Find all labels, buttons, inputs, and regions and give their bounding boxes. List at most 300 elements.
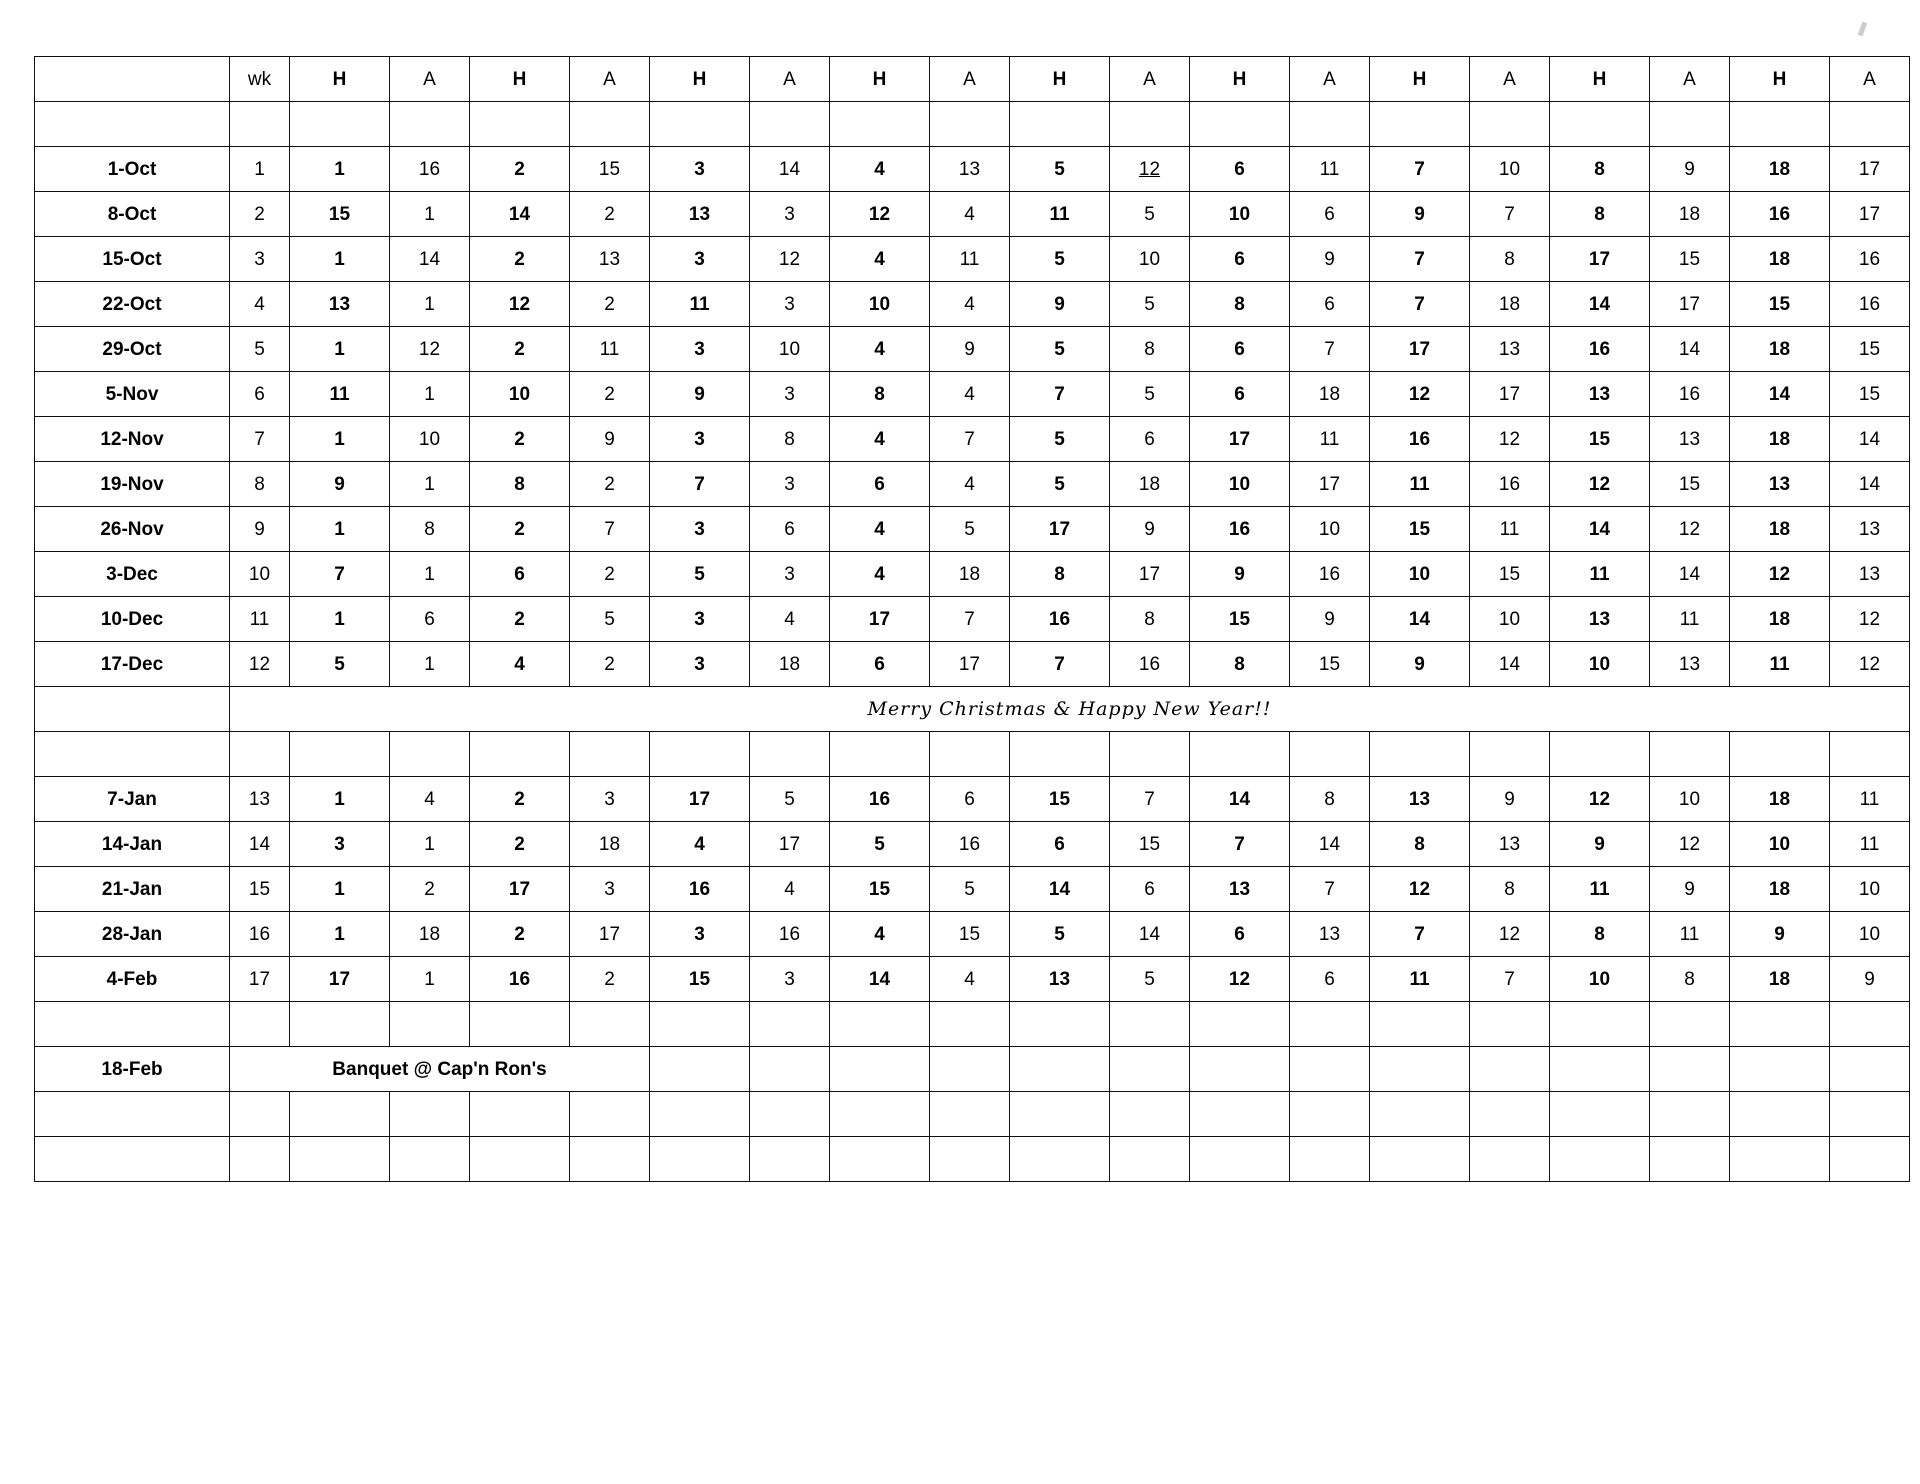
row-week: 15: [230, 867, 290, 912]
empty-cell: [1110, 1002, 1190, 1047]
home-team-cell: 10: [1190, 192, 1290, 237]
table-row: [35, 957, 1910, 1002]
home-team-cell: 17: [830, 597, 930, 642]
away-team-cell: 8: [1470, 867, 1550, 912]
empty-cell: [390, 1137, 470, 1182]
home-team-cell: 9: [290, 462, 390, 507]
row-date: 19-Nov: [35, 462, 230, 507]
header-away-cell-1: A: [390, 57, 470, 102]
home-team-cell: 16: [1550, 327, 1650, 372]
empty-cell: [1550, 1092, 1650, 1137]
away-team-cell: 16: [750, 912, 830, 957]
empty-cell: [830, 1047, 930, 1092]
home-team-cell: 1: [290, 237, 390, 282]
empty-cell: [650, 1002, 750, 1047]
away-team-cell: 7: [1470, 192, 1550, 237]
home-team-cell: 3: [650, 507, 750, 552]
away-team-cell: 6: [1290, 282, 1370, 327]
empty-cell: [470, 732, 570, 777]
home-team-cell: 12: [1370, 372, 1470, 417]
header-away-cell-7: A: [1470, 57, 1550, 102]
home-team-cell: 6: [1190, 147, 1290, 192]
empty-cell: [1650, 102, 1730, 147]
away-team-cell: 9: [570, 417, 650, 462]
home-team-cell: 5: [1010, 237, 1110, 282]
header-away-cell-2: A: [570, 57, 650, 102]
away-team-cell: 7: [1110, 777, 1190, 822]
home-team-cell: 6: [830, 462, 930, 507]
header-home-cell-3: H: [650, 57, 750, 102]
row-week: 12: [230, 642, 290, 687]
home-team-cell: 2: [470, 147, 570, 192]
empty-cell: [1470, 102, 1550, 147]
home-team-cell: 5: [290, 642, 390, 687]
away-team-cell: 1: [390, 192, 470, 237]
away-team-cell: 15: [1650, 462, 1730, 507]
away-team-cell: 12: [1830, 597, 1910, 642]
christmas-message: Merry Christmas & Happy New Year!!: [230, 687, 1910, 732]
away-team-cell: 13: [930, 147, 1010, 192]
empty-cell: [750, 1002, 830, 1047]
header-away-cell-6: A: [1290, 57, 1370, 102]
away-team-cell: 17: [1830, 147, 1910, 192]
empty-cell: [1290, 732, 1370, 777]
empty-cell: [470, 1092, 570, 1137]
home-team-cell: 9: [1190, 552, 1290, 597]
empty-cell: [1290, 1137, 1370, 1182]
home-team-cell: 1: [290, 777, 390, 822]
home-team-cell: 3: [650, 327, 750, 372]
home-team-cell: 6: [1190, 237, 1290, 282]
empty-cell: [750, 102, 830, 147]
away-team-cell: 5: [1110, 372, 1190, 417]
home-team-cell: 9: [1550, 822, 1650, 867]
home-team-cell: 13: [1550, 372, 1650, 417]
table-row: [35, 327, 1910, 372]
home-team-cell: 1: [290, 867, 390, 912]
home-team-cell: 12: [1550, 777, 1650, 822]
home-team-cell: 13: [1730, 462, 1830, 507]
away-team-cell: 14: [1830, 417, 1910, 462]
away-team-cell: 10: [1470, 147, 1550, 192]
header-home-cell-7: H: [1370, 57, 1470, 102]
empty-cell: [1830, 1047, 1910, 1092]
away-team-cell: 3: [750, 282, 830, 327]
home-team-cell: 5: [1010, 327, 1110, 372]
row-date: 21-Jan: [35, 867, 230, 912]
away-team-cell: 4: [930, 192, 1010, 237]
empty-cell: [1290, 1002, 1370, 1047]
empty-cell: [1650, 1137, 1730, 1182]
table-row: [35, 507, 1910, 552]
row-date: 8-Oct: [35, 192, 230, 237]
empty-cell: [1010, 1002, 1110, 1047]
empty-cell: [650, 102, 750, 147]
empty-cell: [830, 732, 930, 777]
home-team-cell: 2: [470, 822, 570, 867]
header-away-cell-5: A: [1110, 57, 1190, 102]
empty-cell: [290, 1137, 390, 1182]
header-date-cell: [35, 57, 230, 102]
away-team-cell: 2: [570, 552, 650, 597]
schedule-table: [34, 56, 1910, 1182]
empty-cell: [1010, 732, 1110, 777]
home-team-cell: 11: [1010, 192, 1110, 237]
home-team-cell: 4: [830, 327, 930, 372]
away-team-cell: 2: [570, 372, 650, 417]
home-team-cell: 5: [650, 552, 750, 597]
away-team-cell: 1: [390, 822, 470, 867]
empty-cell: [1470, 1047, 1550, 1092]
away-team-cell: 2: [570, 957, 650, 1002]
home-team-cell: 9: [1370, 192, 1470, 237]
away-team-cell: 18: [750, 642, 830, 687]
header-home-cell-5: H: [1010, 57, 1110, 102]
away-team-cell: 11: [1290, 417, 1370, 462]
empty-cell: [750, 1092, 830, 1137]
empty-cell: [390, 102, 470, 147]
home-team-cell: 2: [470, 777, 570, 822]
away-team-cell: 1: [390, 462, 470, 507]
empty-cell: [1190, 1047, 1290, 1092]
row-week: 7: [230, 417, 290, 462]
away-team-cell: 17: [1650, 282, 1730, 327]
away-team-cell: 13: [1470, 327, 1550, 372]
away-team-cell: 3: [750, 552, 830, 597]
home-team-cell: 9: [1730, 912, 1830, 957]
away-team-cell: 2: [570, 642, 650, 687]
away-team-cell: 17: [1470, 372, 1550, 417]
empty-cell: [230, 1002, 290, 1047]
home-team-cell: 3: [650, 237, 750, 282]
away-team-cell: 4: [390, 777, 470, 822]
home-team-cell: 14: [830, 957, 930, 1002]
away-team-cell: 16: [1830, 282, 1910, 327]
away-team-cell: 5: [930, 867, 1010, 912]
away-team-cell: 8: [390, 507, 470, 552]
away-team-cell: 5: [750, 777, 830, 822]
header-away-cell-4: A: [930, 57, 1010, 102]
home-team-cell: 2: [470, 597, 570, 642]
empty-cell: [650, 1137, 750, 1182]
row-week: 11: [230, 597, 290, 642]
away-team-cell: 13: [1650, 417, 1730, 462]
header-away-cell-8: A: [1650, 57, 1730, 102]
home-team-cell: 10: [1370, 552, 1470, 597]
empty-cell: [1550, 732, 1650, 777]
away-team-cell: 6: [930, 777, 1010, 822]
table-row: [35, 462, 1910, 507]
home-team-cell: 17: [1190, 417, 1290, 462]
empty-cell: [35, 732, 230, 777]
empty-cell: [1290, 1047, 1370, 1092]
empty-cell: [230, 102, 290, 147]
away-team-cell: 8: [1650, 957, 1730, 1002]
home-team-cell: 7: [1190, 822, 1290, 867]
away-team-cell: 12: [390, 327, 470, 372]
empty-cell: [830, 1137, 930, 1182]
empty-cell: [1370, 102, 1470, 147]
home-team-cell: 3: [650, 642, 750, 687]
home-team-cell: 11: [1730, 642, 1830, 687]
home-team-cell: 11: [1550, 867, 1650, 912]
away-team-cell: 13: [1650, 642, 1730, 687]
spacer-row: [35, 1092, 1910, 1137]
home-team-cell: 6: [830, 642, 930, 687]
table-row: [35, 192, 1910, 237]
empty-cell: [570, 732, 650, 777]
home-team-cell: 4: [470, 642, 570, 687]
home-team-cell: 11: [290, 372, 390, 417]
away-team-cell: 8: [1110, 597, 1190, 642]
empty-cell: [1370, 1047, 1470, 1092]
empty-cell: [35, 687, 230, 732]
empty-cell: [830, 1002, 930, 1047]
away-team-cell: 6: [1290, 957, 1370, 1002]
header-home-cell-8: H: [1550, 57, 1650, 102]
empty-cell: [230, 1137, 290, 1182]
away-team-cell: 7: [570, 507, 650, 552]
home-team-cell: 15: [830, 867, 930, 912]
table-row: [35, 147, 1910, 192]
away-team-cell: 9: [1290, 237, 1370, 282]
away-team-cell: 18: [1110, 462, 1190, 507]
table-row: [35, 417, 1910, 462]
home-team-cell: 16: [1370, 417, 1470, 462]
home-team-cell: 18: [1730, 237, 1830, 282]
away-team-cell: 7: [1470, 957, 1550, 1002]
away-team-cell: 3: [750, 462, 830, 507]
away-team-cell: 5: [1110, 192, 1190, 237]
home-team-cell: 3: [650, 597, 750, 642]
empty-cell: [1110, 1092, 1190, 1137]
away-team-cell: 7: [1290, 867, 1370, 912]
empty-cell: [290, 1092, 390, 1137]
empty-cell: [930, 102, 1010, 147]
row-week: 1: [230, 147, 290, 192]
empty-cell: [290, 1002, 390, 1047]
spacer-row: [35, 732, 1910, 777]
home-team-cell: 5: [1010, 417, 1110, 462]
home-team-cell: 14: [1190, 777, 1290, 822]
away-team-cell: 14: [390, 237, 470, 282]
home-team-cell: 12: [1370, 867, 1470, 912]
away-team-cell: 17: [1290, 462, 1370, 507]
away-team-cell: 5: [1110, 957, 1190, 1002]
away-team-cell: 8: [750, 417, 830, 462]
empty-cell: [390, 1092, 470, 1137]
home-team-cell: 2: [470, 417, 570, 462]
empty-cell: [1650, 1002, 1730, 1047]
empty-cell: [1550, 102, 1650, 147]
home-team-cell: 9: [1370, 642, 1470, 687]
home-team-cell: 15: [650, 957, 750, 1002]
row-week: 9: [230, 507, 290, 552]
home-team-cell: 14: [470, 192, 570, 237]
away-team-cell: 14: [1650, 552, 1730, 597]
away-team-cell: 10: [1110, 237, 1190, 282]
home-team-cell: 13: [1550, 597, 1650, 642]
home-team-cell: 5: [830, 822, 930, 867]
away-team-cell: 18: [1290, 372, 1370, 417]
row-week: 8: [230, 462, 290, 507]
empty-cell: [1010, 1047, 1110, 1092]
empty-cell: [470, 102, 570, 147]
away-team-cell: 9: [1110, 507, 1190, 552]
away-team-cell: 1: [390, 642, 470, 687]
home-team-cell: 11: [1370, 957, 1470, 1002]
home-team-cell: 1: [290, 597, 390, 642]
home-team-cell: 12: [1550, 462, 1650, 507]
empty-cell: [1110, 1047, 1190, 1092]
empty-cell: [1730, 1092, 1830, 1137]
empty-cell: [1830, 1002, 1910, 1047]
away-team-cell: 4: [930, 462, 1010, 507]
away-team-cell: 12: [1830, 642, 1910, 687]
home-team-cell: 10: [1730, 822, 1830, 867]
row-week: 16: [230, 912, 290, 957]
empty-cell: [750, 732, 830, 777]
empty-cell: [750, 1137, 830, 1182]
away-team-cell: 6: [750, 507, 830, 552]
row-date: 7-Jan: [35, 777, 230, 822]
home-team-cell: 6: [1190, 372, 1290, 417]
empty-cell: [570, 1002, 650, 1047]
header-home-cell-2: H: [470, 57, 570, 102]
empty-cell: [290, 732, 390, 777]
home-team-cell: 2: [470, 507, 570, 552]
home-team-cell: 7: [1370, 147, 1470, 192]
home-team-cell: 12: [470, 282, 570, 327]
home-team-cell: 18: [1730, 147, 1830, 192]
row-date: 26-Nov: [35, 507, 230, 552]
away-team-cell: 13: [570, 237, 650, 282]
empty-cell: [1830, 732, 1910, 777]
away-team-cell: 17: [750, 822, 830, 867]
spacer-row: [35, 1137, 1910, 1182]
empty-cell: [570, 102, 650, 147]
table-row: [35, 642, 1910, 687]
home-team-cell: 16: [1730, 192, 1830, 237]
row-week: 17: [230, 957, 290, 1002]
home-team-cell: 17: [1010, 507, 1110, 552]
home-team-cell: 7: [650, 462, 750, 507]
away-team-cell: 6: [1110, 867, 1190, 912]
empty-cell: [470, 1002, 570, 1047]
empty-cell: [390, 1002, 470, 1047]
spacer-row: [35, 102, 1910, 147]
home-team-cell: 3: [290, 822, 390, 867]
home-team-cell: 4: [830, 507, 930, 552]
home-team-cell: 4: [830, 912, 930, 957]
away-team-cell: 1: [390, 957, 470, 1002]
home-team-cell: 8: [1190, 642, 1290, 687]
home-team-cell: 16: [1010, 597, 1110, 642]
home-team-cell: 2: [470, 912, 570, 957]
home-team-cell: 3: [650, 147, 750, 192]
away-team-cell: 12: [1110, 147, 1190, 192]
empty-cell: [1470, 1002, 1550, 1047]
row-week: 5: [230, 327, 290, 372]
home-team-cell: 4: [650, 822, 750, 867]
empty-cell: [390, 732, 470, 777]
empty-cell: [1730, 732, 1830, 777]
schedule-sheet: [34, 56, 1881, 1416]
away-team-cell: 10: [1470, 597, 1550, 642]
row-week: 10: [230, 552, 290, 597]
home-team-cell: 2: [470, 237, 570, 282]
empty-cell: [1470, 1137, 1550, 1182]
row-date: 5-Nov: [35, 372, 230, 417]
row-week: 14: [230, 822, 290, 867]
home-team-cell: 13: [1370, 777, 1470, 822]
home-team-cell: 12: [1190, 957, 1290, 1002]
banquet-date: 18-Feb: [35, 1047, 230, 1092]
empty-cell: [1650, 1092, 1730, 1137]
home-team-cell: 11: [1370, 462, 1470, 507]
home-team-cell: 16: [470, 957, 570, 1002]
home-team-cell: 5: [1010, 912, 1110, 957]
empty-cell: [1830, 1092, 1910, 1137]
empty-cell: [1370, 1137, 1470, 1182]
home-team-cell: 18: [1730, 507, 1830, 552]
away-team-cell: 11: [1290, 147, 1370, 192]
away-team-cell: 16: [1290, 552, 1370, 597]
away-team-cell: 11: [1650, 597, 1730, 642]
away-team-cell: 10: [1290, 507, 1370, 552]
away-team-cell: 12: [1470, 912, 1550, 957]
home-team-cell: 7: [1370, 912, 1470, 957]
christmas-message-row: [35, 687, 1910, 732]
home-team-cell: 15: [1370, 507, 1470, 552]
empty-cell: [1010, 102, 1110, 147]
row-week: 6: [230, 372, 290, 417]
home-team-cell: 8: [1190, 282, 1290, 327]
away-team-cell: 10: [1830, 912, 1910, 957]
home-team-cell: 17: [1550, 237, 1650, 282]
away-team-cell: 4: [750, 867, 830, 912]
away-team-cell: 9: [1290, 597, 1370, 642]
home-team-cell: 18: [1730, 417, 1830, 462]
away-team-cell: 15: [1110, 822, 1190, 867]
home-team-cell: 4: [830, 552, 930, 597]
away-team-cell: 12: [1650, 822, 1730, 867]
away-team-cell: 17: [1830, 192, 1910, 237]
empty-cell: [230, 732, 290, 777]
header-home-cell-1: H: [290, 57, 390, 102]
home-team-cell: 4: [830, 147, 930, 192]
away-team-cell: 12: [750, 237, 830, 282]
home-team-cell: 10: [1190, 462, 1290, 507]
header-home-cell-4: H: [830, 57, 930, 102]
away-team-cell: 11: [1650, 912, 1730, 957]
away-team-cell: 14: [1650, 327, 1730, 372]
away-team-cell: 8: [1290, 777, 1370, 822]
away-team-cell: 11: [1830, 822, 1910, 867]
away-team-cell: 7: [930, 597, 1010, 642]
away-team-cell: 8: [1110, 327, 1190, 372]
banquet-text: Banquet @ Cap'n Ron's: [230, 1047, 650, 1092]
away-team-cell: 17: [930, 642, 1010, 687]
row-date: 14-Jan: [35, 822, 230, 867]
row-week: 4: [230, 282, 290, 327]
away-team-cell: 4: [930, 282, 1010, 327]
home-team-cell: 11: [650, 282, 750, 327]
away-team-cell: 13: [1830, 507, 1910, 552]
empty-cell: [750, 1047, 830, 1092]
home-team-cell: 7: [1010, 372, 1110, 417]
away-team-cell: 16: [930, 822, 1010, 867]
